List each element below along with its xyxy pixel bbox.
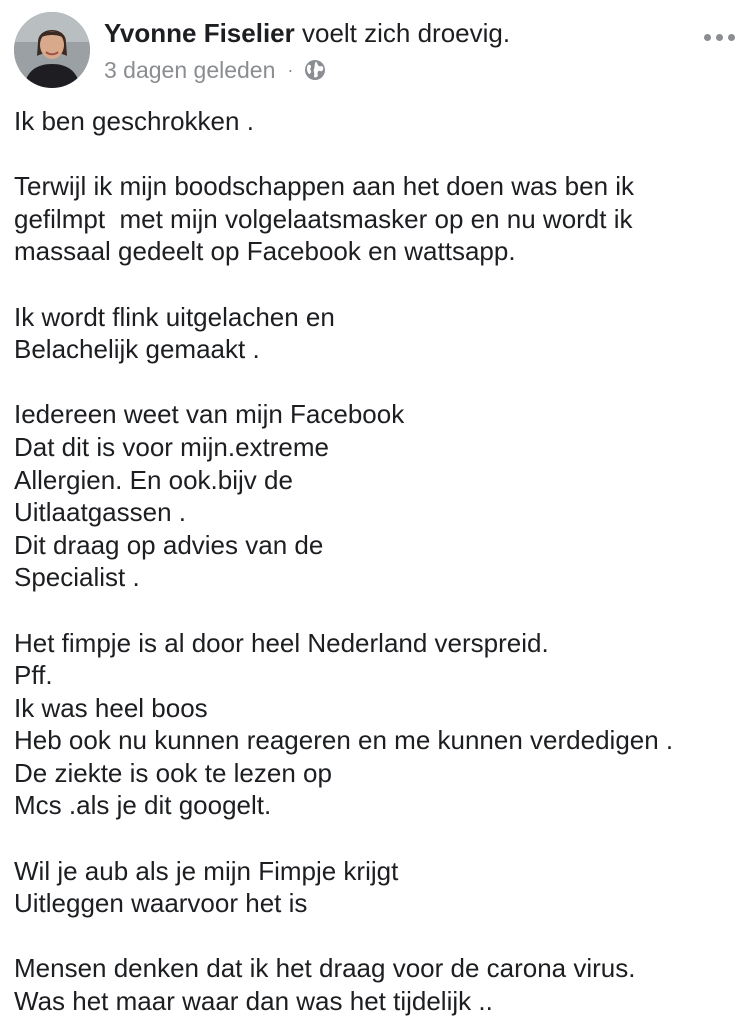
post-text-line: gefilmpt met mijn volgelaatsmasker op en nu wordt ik [14,203,633,234]
post-text-line: Ik ben geschrokken . [14,106,254,136]
more-options-dot [728,34,735,41]
globe-icon[interactable] [303,58,327,82]
post-timestamp[interactable]: 3 dagen geleden [104,57,276,83]
post-text-line: Uitleggen waarvoor het is [14,888,308,919]
post-text-line: Belachelijk gemaakt . [14,334,260,365]
post-text-line: Dit draag op advies van de [14,529,324,560]
post-paragraph [14,301,739,366]
post-text-line: Terwijl ik mijn boodschappen aan het doen was ben ik [14,171,635,202]
post-body [14,105,739,1018]
post-text-line: Mensen denken dat ik het draag voor de carona virus. [14,953,636,984]
post-text-line: De ziekte is ook te lezen op [14,757,332,788]
more-options-icon [704,34,711,41]
post-paragraph [14,952,739,1017]
post-text-line: Uitlaatgassen . [14,497,186,528]
avatar[interactable] [14,12,90,88]
more-options-dot [716,34,723,41]
post-text-line: Pff. [14,660,53,691]
post-paragraph [14,627,739,823]
post-text-line: Heb ook nu kunnen reageren en me kunnen verdedigen . [14,725,674,756]
feeling-status: voelt zich droevig. [301,18,511,48]
post-text-line: Ik was heel boos [14,692,208,723]
post-text-line: Dat dit is voor mijn.extreme [14,431,329,462]
post-text-line: Allergien. En ook.bijv de [14,464,293,495]
post-text-line: Iedereen weet van mijn Facebook [14,399,405,430]
author-line [104,18,510,48]
post-paragraph [14,105,739,138]
post-paragraph [14,170,739,268]
post-text-line: Mcs .als je dit googelt. [14,790,272,821]
post-text-line: Wil je aub als je mijn Fimpje krijgt [14,855,399,886]
more-options-button[interactable] [699,22,739,52]
post-paragraph [14,855,739,920]
meta-separator: · [287,60,294,80]
post-text-line: Was het maar waar dan was het tijdelijk .. [14,986,493,1017]
author-name[interactable]: Yvonne Fiselier [104,18,295,48]
post-paragraph [14,398,739,594]
post-text-line: Het fimpje is al door heel Nederland verspreid. [14,627,549,658]
post-text-line: Ik wordt flink uitgelachen en [14,301,335,332]
post-header [14,12,739,92]
post-meta [104,56,327,84]
avatar-photo-icon [14,12,90,88]
post-text-line: massaal gedeelt op Facebook en wattsapp. [14,236,516,267]
post-text-line: Specialist . [14,562,140,593]
